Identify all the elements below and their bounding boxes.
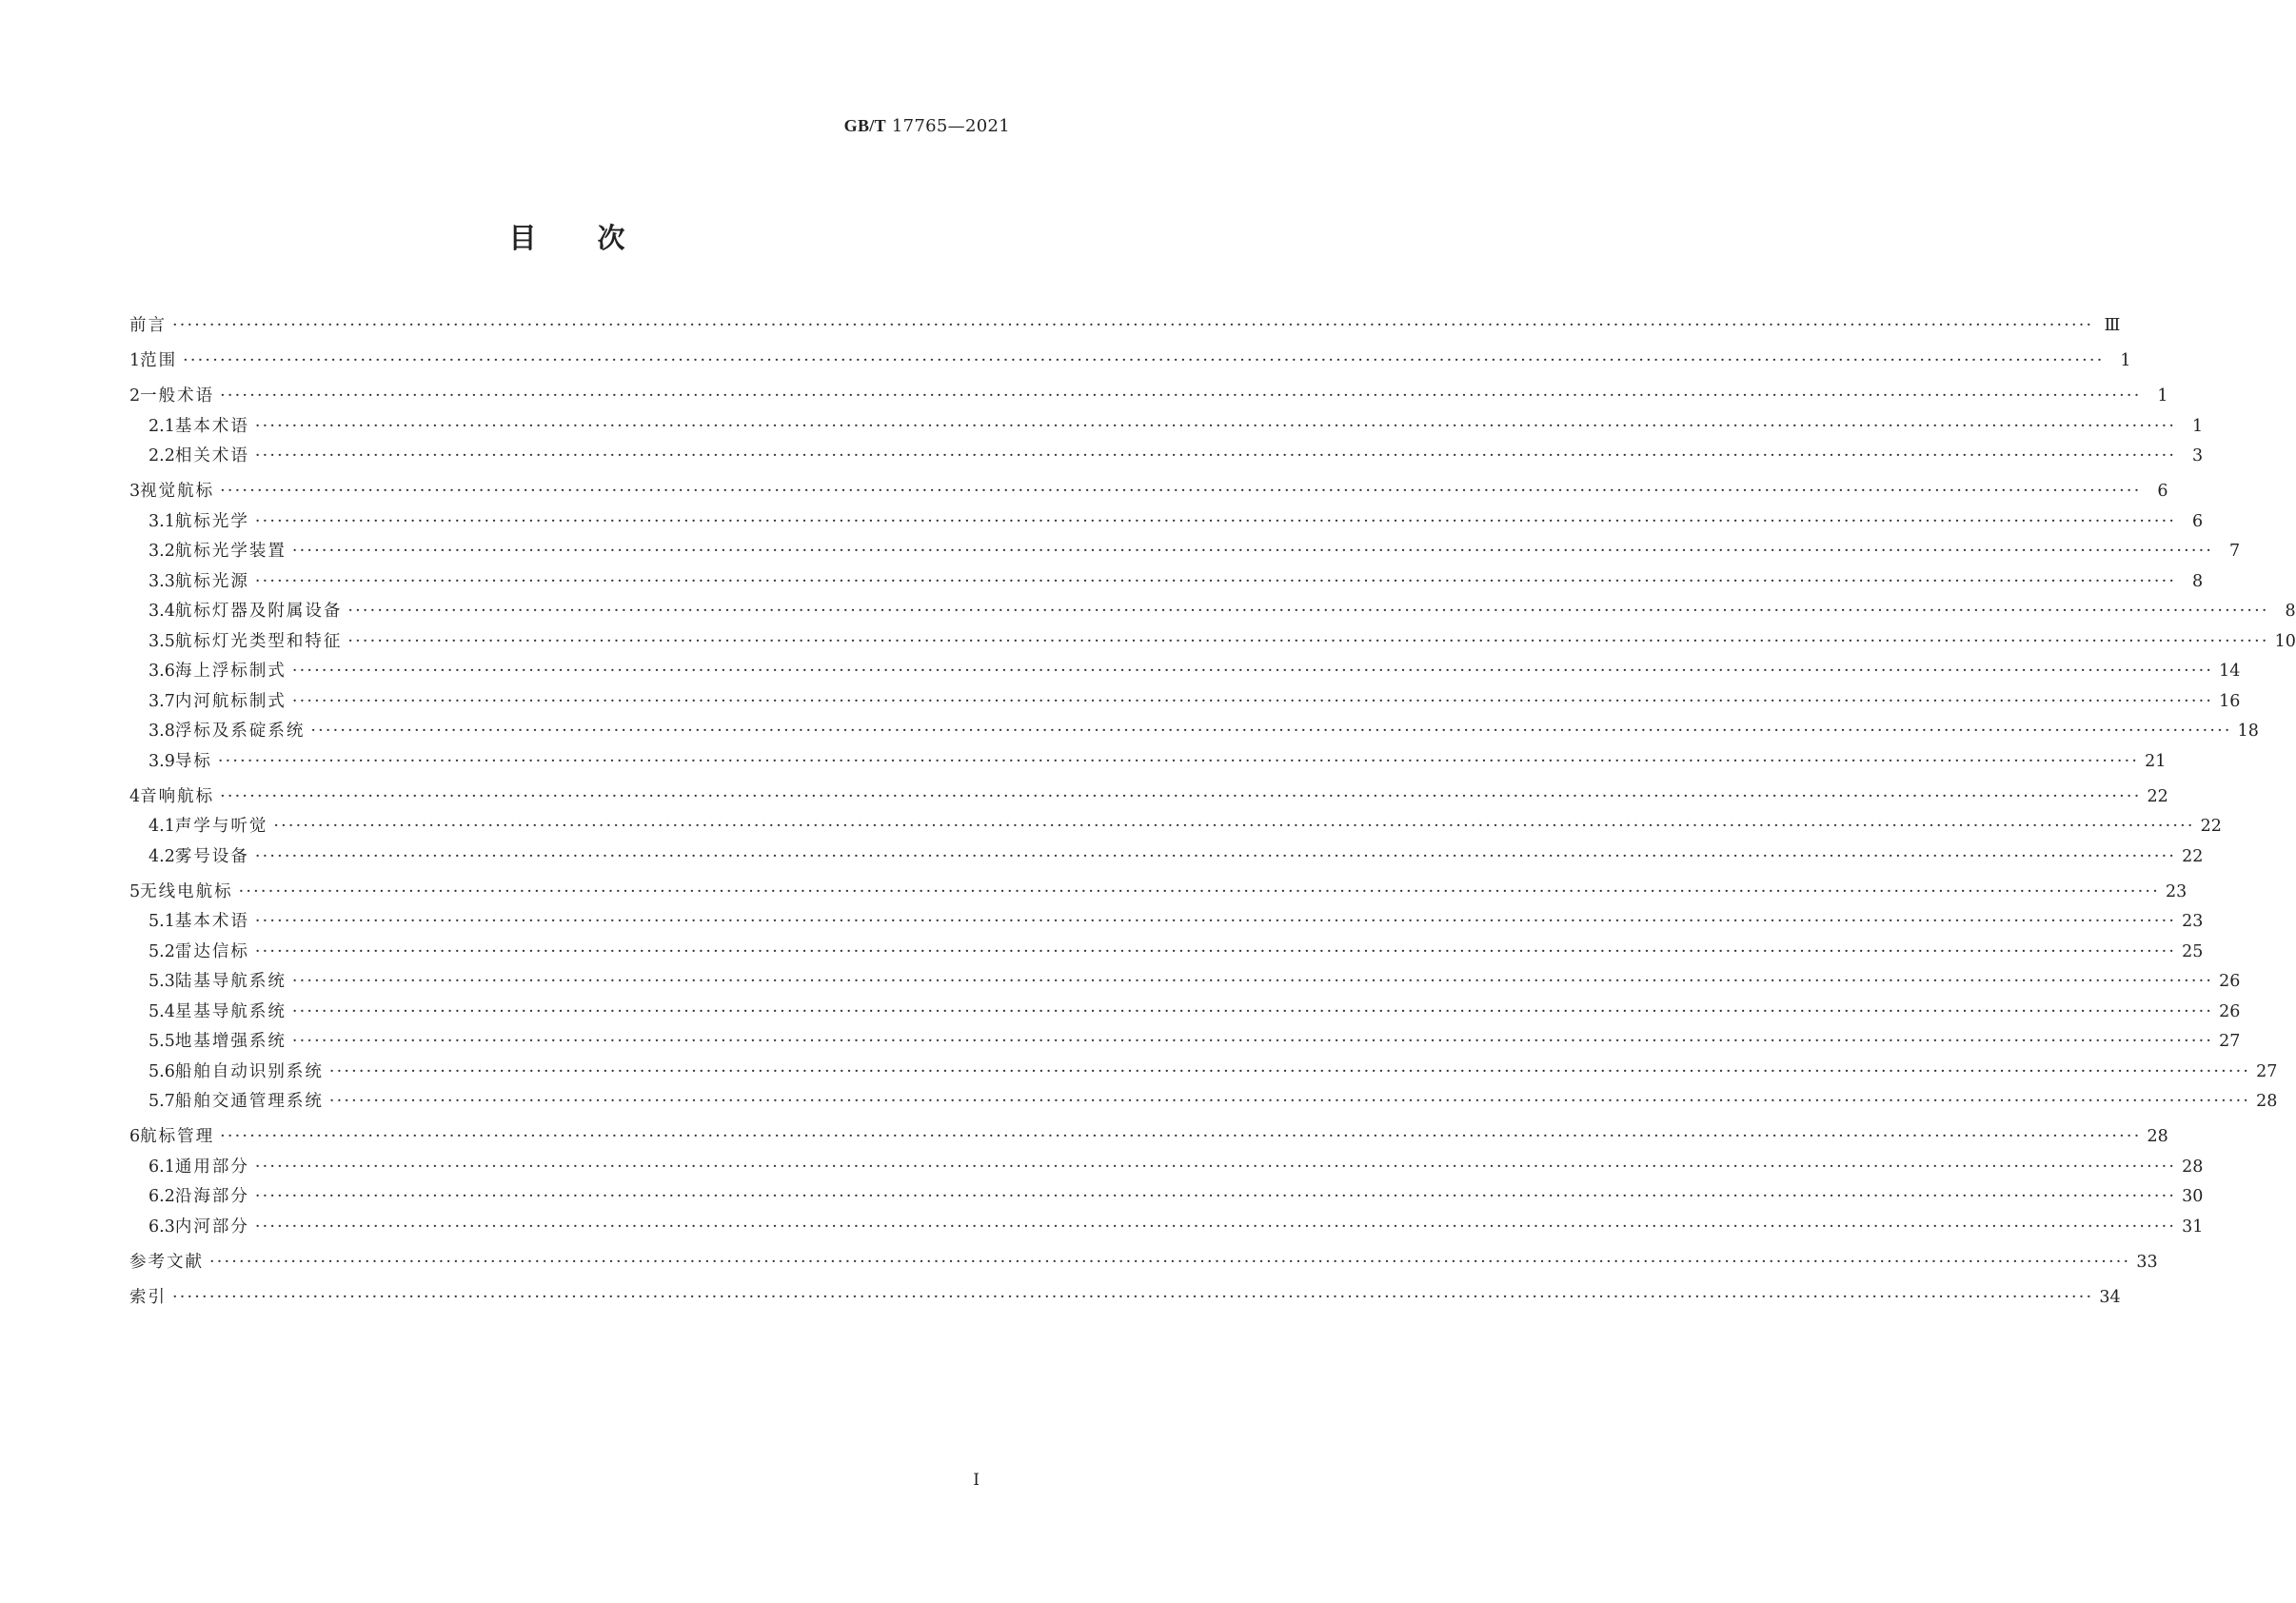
toc-entry-label: 航标光学 (174, 511, 249, 531)
toc-dot-leader: ···································································································································································································································································· (172, 316, 2094, 335)
toc-dot-leader: ···································································································································································································································································· (254, 446, 2177, 465)
toc-entry-page: 10 (2274, 631, 2296, 651)
toc-entry[interactable] (129, 999, 2241, 1029)
toc-entry[interactable] (129, 658, 2241, 688)
toc-entry[interactable] (129, 508, 2204, 539)
toc-entry-page: 21 (2145, 751, 2167, 771)
toc-entry-label: 海上浮标制式 (174, 662, 287, 681)
toc-entry-page: 23 (2182, 912, 2204, 931)
toc-entry-page: 22 (2182, 846, 2204, 866)
toc-entry-page: 14 (2219, 662, 2241, 681)
toc-entry-label: 船舶交通管理系统 (174, 1092, 324, 1111)
toc-entry-number: 5.3 (148, 972, 175, 991)
toc-entry[interactable] (129, 908, 2204, 939)
toc-entry-page: 28 (2256, 1092, 2278, 1111)
toc-entry-label: 基本术语 (174, 416, 249, 436)
toc-entry-number: 5.1 (148, 912, 175, 931)
toc-entry-number: 3.1 (148, 511, 175, 531)
toc-entry-page: 27 (2219, 1032, 2241, 1051)
toc-entry-number: 5 (129, 881, 141, 901)
toc-entry-number: 4 (129, 786, 141, 806)
toc-entry-label: 航标灯光类型和特征 (174, 631, 343, 651)
toc-dot-leader: ···································································································································································································································································· (310, 722, 2232, 741)
toc-entry-label: 航标光学装置 (174, 542, 287, 561)
toc-dot-leader: ···································································································································································································································································· (254, 416, 2177, 436)
toc-entry-label: 航标管理 (140, 1127, 215, 1146)
toc-entry-number: 5.7 (148, 1092, 175, 1111)
toc-dot-leader: ···································································································································································································································································· (291, 972, 2214, 991)
standard-prefix: GB/T (843, 116, 886, 135)
toc-dot-leader: ···································································································································································································································································· (254, 1217, 2177, 1237)
toc-entry-page: 1 (2120, 351, 2131, 370)
toc-entry[interactable] (129, 478, 2168, 508)
toc-entry-page: 6 (2192, 511, 2204, 531)
toc-entry-number: 3.4 (148, 602, 175, 621)
toc-dot-leader: ···································································································································································································································································· (291, 691, 2214, 711)
toc-entry[interactable] (129, 1154, 2204, 1184)
toc-dot-leader: ···································································································································································································································································· (254, 846, 2177, 866)
toc-dot-leader: ···································································································································································································································································· (347, 602, 2269, 621)
toc-entry-label: 前言 (129, 316, 167, 335)
toc-entry-label: 视觉航标 (140, 482, 215, 501)
toc-entry-page: 26 (2219, 972, 2241, 991)
toc-entry[interactable] (129, 1059, 2278, 1089)
toc-entry-page: 3 (2192, 446, 2204, 465)
toc-dot-leader: ···································································································································································································································································· (291, 662, 2214, 681)
toc-entry[interactable] (129, 383, 2168, 413)
page-title: 目次 (508, 222, 686, 254)
toc-entry-page: 16 (2219, 691, 2241, 711)
toc-entry-label: 通用部分 (174, 1157, 249, 1177)
toc-entry-page: 30 (2182, 1187, 2204, 1206)
toc-entry-number: 5.6 (148, 1061, 175, 1081)
toc-entry[interactable] (129, 1183, 2204, 1214)
toc-entry-label: 浮标及系碇系统 (174, 722, 306, 741)
toc-entry-number: 6.1 (148, 1157, 175, 1177)
toc-entry-label: 声学与听觉 (174, 817, 268, 836)
toc-entry-page: 8 (2285, 602, 2296, 621)
toc-entry-label: 星基导航系统 (174, 1001, 287, 1021)
toc-entry-number: 5.4 (148, 1001, 175, 1021)
toc-entry-page: 27 (2256, 1061, 2278, 1081)
toc-entry[interactable] (129, 538, 2241, 568)
toc-entry-page: 6 (2157, 482, 2168, 501)
toc-dot-leader: ···································································································································································································································································· (291, 1032, 2214, 1051)
toc-dot-leader: ···································································································································································································································································· (183, 351, 2105, 370)
toc-entry-page: Ⅲ (2104, 316, 2121, 335)
toc-entry-label: 内河部分 (174, 1217, 249, 1237)
toc-dot-leader: ···································································································································································································································································· (328, 1061, 2251, 1081)
toc-entry[interactable] (129, 413, 2204, 444)
toc-dot-leader: ···································································································································································································································································· (291, 1001, 2214, 1021)
table-of-contents (129, 312, 2296, 1314)
toc-entry-page: 23 (2165, 881, 2187, 901)
toc-entry-label: 航标灯器及附属设备 (174, 602, 343, 621)
toc-entry[interactable] (129, 718, 2259, 748)
toc-dot-leader: ···································································································································································································································································· (254, 571, 2177, 591)
toc-entry-label: 音响航标 (140, 786, 215, 806)
toc-entry-number: 3.2 (148, 542, 175, 561)
toc-entry-page: 25 (2182, 941, 2204, 961)
toc-entry-label: 范围 (140, 351, 178, 370)
toc-entry-page: 7 (2229, 542, 2241, 561)
toc-dot-leader: ···································································································································································································································································· (220, 786, 2142, 806)
toc-entry-number: 3 (129, 482, 141, 501)
toc-dot-leader: ···································································································································································································································································· (254, 1187, 2177, 1206)
toc-entry[interactable] (129, 1028, 2241, 1059)
toc-entry-page: 28 (2147, 1127, 2168, 1146)
toc-entry-number: 3.3 (148, 571, 175, 591)
toc-entry[interactable] (129, 843, 2204, 874)
toc-entry[interactable] (129, 1088, 2278, 1118)
toc-entry-label: 索引 (129, 1287, 167, 1307)
toc-entry-page: 1 (2192, 416, 2204, 436)
toc-entry-label: 陆基导航系统 (174, 972, 287, 991)
toc-dot-leader: ···································································································································································································································································· (217, 751, 2140, 771)
toc-entry[interactable] (129, 1214, 2204, 1244)
toc-entry-label: 无线电航标 (140, 881, 233, 901)
toc-entry[interactable] (129, 568, 2204, 599)
toc-entry-label: 基本术语 (174, 912, 249, 931)
toc-entry[interactable] (129, 1123, 2168, 1154)
toc-entry-page: 22 (2147, 786, 2168, 806)
toc-entry-page: 33 (2136, 1252, 2158, 1272)
toc-dot-leader: ···································································································································································································································································· (254, 1157, 2177, 1177)
toc-entry-number: 1 (129, 351, 141, 370)
standard-number (844, 116, 1010, 136)
toc-entry-number: 3.7 (148, 691, 175, 711)
toc-entry-page: 34 (2099, 1287, 2121, 1307)
toc-entry-page: 31 (2182, 1217, 2204, 1237)
toc-entry[interactable] (129, 748, 2167, 779)
toc-entry[interactable] (129, 1284, 2121, 1315)
toc-entry-number: 2.2 (148, 446, 175, 465)
toc-entry-number: 4.1 (148, 817, 175, 836)
toc-entry[interactable] (129, 347, 2131, 378)
toc-dot-leader: ···································································································································································································································································· (254, 912, 2177, 931)
toc-entry[interactable] (129, 688, 2241, 719)
toc-entry-number: 3.9 (148, 751, 175, 771)
toc-dot-leader: ···································································································································································································································································· (238, 881, 2160, 901)
toc-entry-number: 2 (129, 386, 141, 406)
toc-dot-leader: ···································································································································································································································································· (328, 1092, 2251, 1111)
toc-dot-leader: ···································································································································································································································································· (273, 817, 2195, 836)
toc-entry-number: 4.2 (148, 846, 175, 866)
toc-dot-leader: ···································································································································································································································································· (172, 1287, 2094, 1307)
toc-entry[interactable] (129, 939, 2204, 969)
toc-dot-leader: ···································································································································································································································································· (220, 482, 2142, 501)
toc-dot-leader: ···································································································································································································································································· (209, 1252, 2131, 1272)
toc-entry[interactable] (129, 598, 2296, 628)
toc-entry[interactable] (129, 443, 2204, 473)
toc-entry-label: 内河航标制式 (174, 691, 287, 711)
toc-entry[interactable] (129, 968, 2241, 999)
standard-code: 17765—2021 (891, 116, 1010, 136)
toc-entry-label: 船舶自动识别系统 (174, 1061, 324, 1081)
toc-entry-label: 地基增强系统 (174, 1032, 287, 1051)
toc-entry-label: 导标 (174, 751, 212, 771)
toc-entry-page: 22 (2200, 817, 2222, 836)
page-number: I (973, 1471, 980, 1490)
toc-entry-number: 3.8 (148, 722, 175, 741)
toc-entry-number: 2.1 (148, 416, 175, 436)
toc-entry-page: 1 (2157, 386, 2168, 406)
toc-dot-leader: ···································································································································································································································································· (347, 631, 2269, 651)
toc-entry-number: 5.5 (148, 1032, 175, 1051)
toc-entry[interactable] (129, 783, 2168, 814)
toc-entry[interactable] (129, 312, 2121, 343)
toc-entry-label: 沿海部分 (174, 1187, 249, 1206)
toc-entry-label: 参考文献 (129, 1252, 204, 1272)
toc-entry-number: 5.2 (148, 941, 175, 961)
toc-dot-leader: ···································································································································································································································································· (220, 386, 2142, 406)
toc-entry-page: 18 (2237, 722, 2259, 741)
toc-entry-label: 相关术语 (174, 446, 249, 465)
toc-entry-page: 26 (2219, 1001, 2241, 1021)
toc-entry-page: 28 (2182, 1157, 2204, 1177)
toc-entry-number: 6 (129, 1127, 141, 1146)
toc-entry[interactable] (129, 813, 2222, 843)
toc-entry-number: 3.6 (148, 662, 175, 681)
toc-entry[interactable] (129, 1249, 2158, 1279)
toc-dot-leader: ···································································································································································································································································· (220, 1127, 2142, 1146)
toc-entry-page: 8 (2192, 571, 2204, 591)
toc-entry-label: 雷达信标 (174, 941, 249, 961)
toc-entry-number: 6.2 (148, 1187, 175, 1206)
toc-entry-number: 3.5 (148, 631, 175, 651)
toc-entry-label: 雾号设备 (174, 846, 249, 866)
toc-entry-label: 一般术语 (140, 386, 215, 406)
toc-entry[interactable] (129, 628, 2296, 659)
toc-dot-leader: ···································································································································································································································································· (254, 511, 2177, 531)
toc-entry[interactable] (129, 879, 2187, 909)
toc-entry-label: 航标光源 (174, 571, 249, 591)
toc-dot-leader: ···································································································································································································································································· (254, 941, 2177, 961)
toc-dot-leader: ···································································································································································································································································· (291, 542, 2214, 561)
toc-entry-number: 6.3 (148, 1217, 175, 1237)
